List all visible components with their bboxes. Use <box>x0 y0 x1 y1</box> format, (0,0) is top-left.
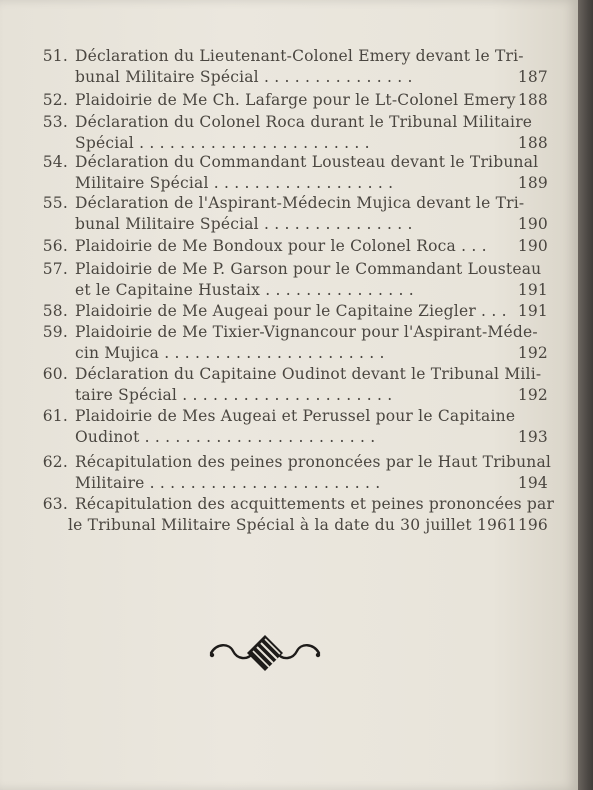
entry-title-line-1: Déclaration du Lieutenant-Colonel Emery devant le Tri- <box>75 47 524 65</box>
entry-number: 54. <box>42 153 68 171</box>
toc-entry-56 <box>40 236 548 257</box>
toc-entry-53 <box>40 112 548 154</box>
toc-entry-62 <box>40 452 552 494</box>
fleuron-ornament-icon <box>207 633 323 673</box>
entry-title-line-1: Plaidoirie de Me Augeai pour le Capitaine Ziegler . . . <box>75 302 507 320</box>
entry-number: 58. <box>42 302 68 320</box>
entry-title-line-1: Récapitulation des acquittements et peines prononcées par <box>75 495 555 513</box>
entry-number: 52. <box>42 91 68 109</box>
toc-entry-55 <box>40 193 548 235</box>
entry-title-line-2: taire Spécial . . . . . . . . . . . . . . . . . . . . . <box>75 386 393 404</box>
entry-page-number: 190 <box>517 237 548 255</box>
entry-title-line-2: Militaire . . . . . . . . . . . . . . . . . . . . . . . <box>75 474 381 492</box>
toc-entry-59 <box>40 322 548 364</box>
entry-page-number: 191 <box>517 302 548 320</box>
entry-title-line-2: Oudinot . . . . . . . . . . . . . . . . . . . . . . . <box>75 428 376 446</box>
entry-page-number: 193 <box>517 428 548 446</box>
entry-page-number: 187 <box>517 68 548 86</box>
entry-title-line-1: Récapitulation des peines prononcées par le Haut Tribunal <box>75 453 552 471</box>
entry-title-line-1: Plaidoirie de Mes Augeai et Perussel pour le Capitaine <box>75 407 516 425</box>
entry-title-line-2: cin Mujica . . . . . . . . . . . . . . . . . . . . . . <box>75 344 385 362</box>
entry-number: 55. <box>42 194 68 212</box>
entry-title-line-2: Spécial . . . . . . . . . . . . . . . . . . . . . . . <box>75 134 370 152</box>
toc-entry-51 <box>40 46 548 88</box>
entry-title-line-1: Déclaration du Capitaine Oudinot devant le Tribunal Mili- <box>75 365 542 383</box>
toc-entry-52 <box>40 90 548 111</box>
entry-page-number: 196 <box>517 516 548 534</box>
entry-page-number: 192 <box>517 344 548 362</box>
entry-number: 51. <box>42 47 68 65</box>
entry-title-line-2: Militaire Spécial . . . . . . . . . . . . . . . . . . <box>75 174 394 192</box>
entry-title-line-1: Plaidoirie de Me Bondoux pour le Colonel Roca . . . <box>75 237 487 255</box>
toc-entry-63 <box>40 494 555 536</box>
entry-page-number: 191 <box>517 281 548 299</box>
entry-number: 53. <box>42 113 68 131</box>
entry-page-number: 188 <box>517 134 548 152</box>
entry-number: 57. <box>42 260 68 278</box>
entry-page-number: 189 <box>517 174 548 192</box>
book-spine-edge <box>578 0 593 790</box>
entry-title-line-2: bunal Militaire Spécial . . . . . . . . . . . . . . . <box>75 68 413 86</box>
entry-page-number: 188 <box>517 91 548 109</box>
entry-number: 59. <box>42 323 68 341</box>
toc-entry-57 <box>40 259 548 301</box>
entry-title-line-1: Déclaration du Colonel Roca durant le Tribunal Militaire <box>75 113 533 131</box>
entry-title-line-1: Plaidoirie de Me Ch. Lafarge pour le Lt-Colonel Emery . <box>75 91 527 109</box>
entry-number: 56. <box>42 237 68 255</box>
entry-page-number: 194 <box>517 474 548 492</box>
entry-title-line-2: bunal Militaire Spécial . . . . . . . . . . . . . . . <box>75 215 413 233</box>
toc-entry-54 <box>40 152 548 194</box>
entry-title-line-1: Plaidoirie de Me P. Garson pour le Commandant Lousteau <box>75 260 542 278</box>
toc-entry-60 <box>40 364 548 406</box>
toc-entry-61 <box>40 406 548 448</box>
entry-number: 61. <box>42 407 68 425</box>
entry-page-number: 190 <box>517 215 548 233</box>
entry-number: 60. <box>42 365 68 383</box>
entry-page-number: 192 <box>517 386 548 404</box>
toc-entry-58 <box>40 301 548 322</box>
entry-number: 63. <box>42 495 68 513</box>
entry-title-line-2: le Tribunal Militaire Spécial à la date du 30 juillet 1961 <box>68 516 518 534</box>
entry-number: 62. <box>42 453 68 471</box>
entry-title-line-1: Déclaration de l'Aspirant-Médecin Mujica devant le Tri- <box>75 194 525 212</box>
entry-title-line-1: Plaidoirie de Me Tixier-Vignancour pour l'Aspirant-Méde- <box>75 323 538 341</box>
entry-title-line-1: Déclaration du Commandant Lousteau devant le Tribunal <box>75 153 539 171</box>
entry-title-line-2: et le Capitaine Hustaix . . . . . . . . . . . . . . . <box>75 281 414 299</box>
